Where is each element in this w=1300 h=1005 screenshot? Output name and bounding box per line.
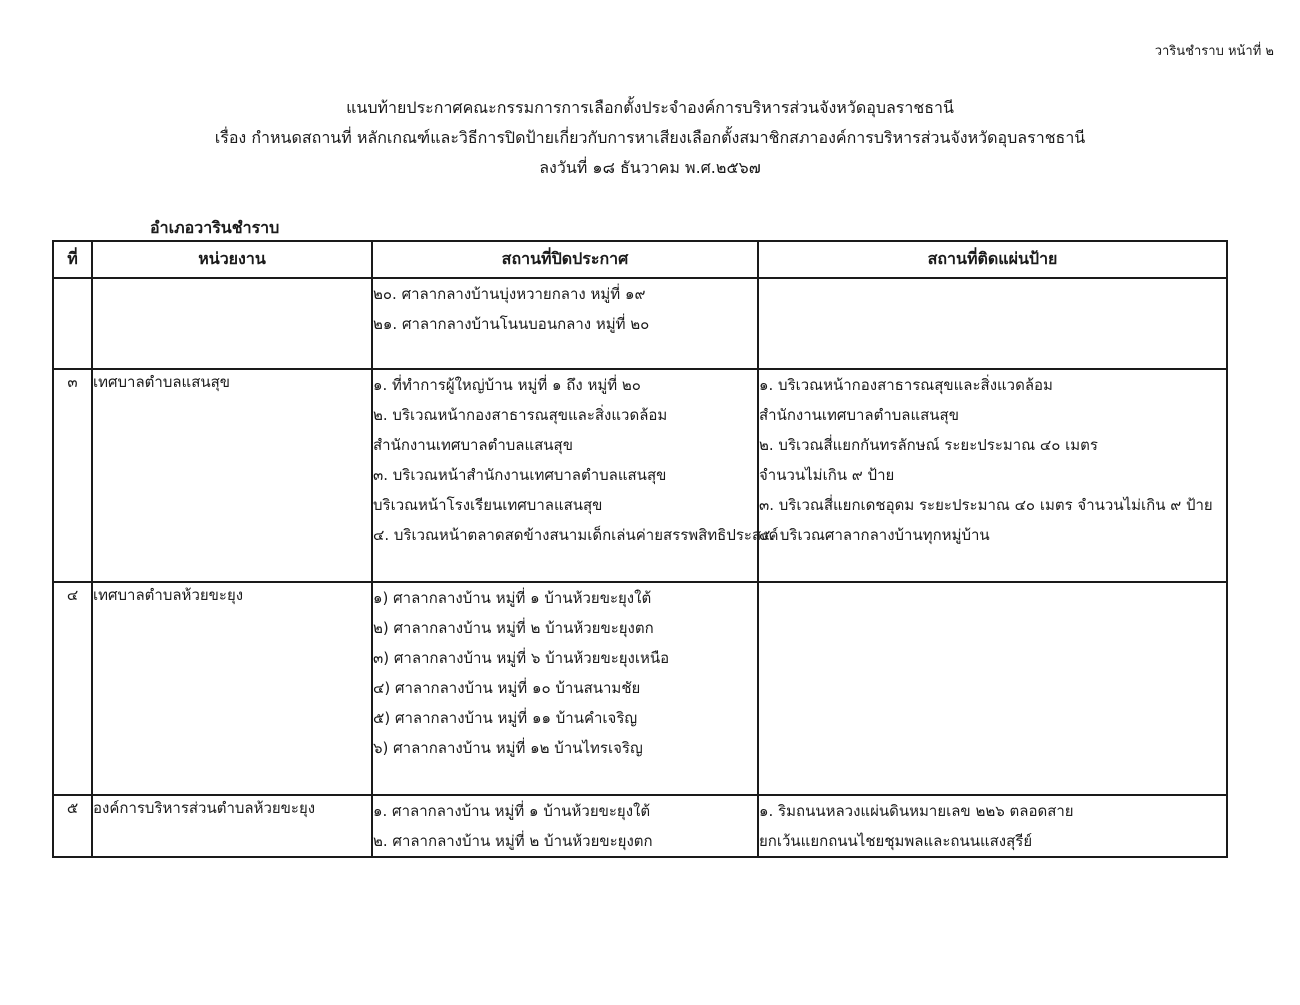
list-item: ๒๐. ศาลากลางบ้านบุ่งหวายกลาง หมู่ที่ ๑๙ — [373, 285, 646, 303]
header-unit: หน่วยงาน — [92, 241, 372, 278]
district-heading: อำเภอวารินชำราบ — [150, 218, 280, 237]
list-item: ๒) ศาลากลางบ้าน หมู่ที่ ๒ บ้านห้วยขะยุงตก — [373, 619, 654, 637]
table-header-row — [53, 241, 1227, 278]
title-line-3: ลงวันที่ ๑๘ ธันวาคม พ.ศ.๒๕๖๗ — [539, 158, 761, 177]
list-item: ๔. บริเวณศาลากลางบ้านทุกหมู่บ้าน — [759, 526, 990, 544]
list-item: สำนักงานเทศบาลตำบลแสนสุข — [373, 436, 573, 454]
list-item: ๒. ศาลากลางบ้าน หมู่ที่ ๒ บ้านห้วยขะยุงตก — [373, 832, 653, 850]
sign-locations — [758, 582, 1227, 795]
list-item: ๑. ริมถนนหลวงแผ่นดินหมายเลข ๒๒๖ ตลอดสาย — [759, 802, 1074, 820]
document-title — [0, 93, 1300, 183]
title-line-1: แนบท้ายประกาศคณะกรรมการการเลือกตั้งประจำองค์การบริหารส่วนจังหวัดอุบลราชธานี — [346, 98, 954, 117]
table-row — [53, 278, 1227, 369]
list-item: ๑. ที่ทำการผู้ใหญ่บ้าน หมู่ที่ ๑ ถึง หมู่ที่ ๒๐ — [373, 376, 641, 394]
list-item: ๓. บริเวณสี่แยกเดชอุดม ระยะประมาณ ๔๐ เมตร จำนวนไม่เกิน ๙ ป้าย — [759, 496, 1213, 514]
sign-locations — [758, 369, 1227, 582]
list-item: ๕) ศาลากลางบ้าน หมู่ที่ ๑๑ บ้านคำเจริญ — [373, 709, 638, 727]
row-unit — [92, 278, 372, 369]
list-item: สำนักงานเทศบาลตำบลแสนสุข — [759, 406, 959, 424]
list-item: ๓) ศาลากลางบ้าน หมู่ที่ ๖ บ้านห้วยขะยุงเหนือ — [373, 649, 670, 667]
list-item: จำนวนไม่เกิน ๙ ป้าย — [759, 466, 895, 484]
row-unit: องค์การบริหารส่วนตำบลห้วยขะยุง — [92, 795, 372, 857]
row-number: ๓ — [53, 369, 92, 582]
header-no: ที่ — [53, 241, 92, 278]
list-item: ๖) ศาลากลางบ้าน หมู่ที่ ๑๒ บ้านไทรเจริญ — [373, 739, 643, 757]
list-item: ๔) ศาลากลางบ้าน หมู่ที่ ๑๐ บ้านสนามชัย — [373, 679, 641, 697]
sign-locations — [758, 795, 1227, 857]
list-item: ๒. บริเวณหน้ากองสาธารณสุขและสิ่งแวดล้อม — [373, 406, 668, 424]
page-header: วารินชำราบ หน้าที่ ๒ — [1154, 44, 1274, 59]
row-number — [53, 278, 92, 369]
table-row — [53, 369, 1227, 582]
table-row — [53, 582, 1227, 795]
placement-table — [52, 240, 1228, 858]
row-number: ๕ — [53, 795, 92, 857]
list-item: ๒๑. ศาลากลางบ้านโนนบอนกลาง หมู่ที่ ๒๐ — [373, 315, 650, 333]
list-item: ยกเว้นแยกถนนไชยชุมพลและถนนแสงสุรีย์ — [759, 832, 1033, 850]
list-item: ๑. ศาลากลางบ้าน หมู่ที่ ๑ บ้านห้วยขะยุงใต้ — [373, 802, 651, 820]
announce-locations — [372, 582, 758, 795]
list-item: ๑) ศาลากลางบ้าน หมู่ที่ ๑ บ้านห้วยขะยุงใต้ — [373, 589, 652, 607]
row-number: ๔ — [53, 582, 92, 795]
row-unit: เทศบาลตำบลห้วยขะยุง — [92, 582, 372, 795]
sign-locations — [758, 278, 1227, 369]
list-item: ๓. บริเวณหน้าสำนักงานเทศบาลตำบลแสนสุข — [373, 466, 667, 484]
list-item: ๒. บริเวณสี่แยกกันทรลักษณ์ ระยะประมาณ ๔๐ เมตร — [759, 436, 1098, 454]
header-announce: สถานที่ปิดประกาศ — [372, 241, 758, 278]
table-row — [53, 795, 1227, 857]
title-line-2: เรื่อง กำหนดสถานที่ หลักเกณฑ์และวิธีการปิดป้ายเกี่ยวกับการหาเสียงเลือกตั้งสมาชิกสภาองค์การบริหารส่วนจังหวัดอุบลราชธานี — [214, 128, 1086, 147]
list-item: บริเวณหน้าโรงเรียนเทศบาลแสนสุข — [373, 496, 603, 514]
announce-locations — [372, 278, 758, 369]
announce-locations — [372, 795, 758, 857]
row-unit: เทศบาลตำบลแสนสุข — [92, 369, 372, 582]
announce-locations — [372, 369, 779, 582]
list-item: ๔. บริเวณหน้าตลาดสดข้างสนามเด็กเล่นค่ายสรรพสิทธิประสงค์ — [373, 526, 779, 544]
header-sign: สถานที่ติดแผ่นป้าย — [758, 241, 1227, 278]
list-item: ๑. บริเวณหน้ากองสาธารณสุขและสิ่งแวดล้อม — [759, 376, 1053, 394]
